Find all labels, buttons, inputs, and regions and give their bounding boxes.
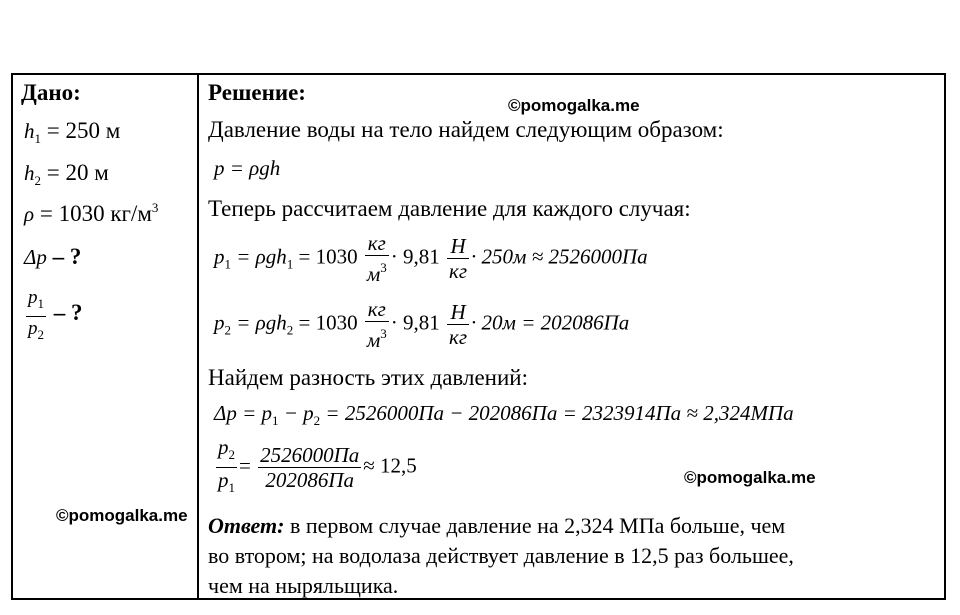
formula-difference: $\Delta p = p_1 - p_2 = 2526000Па - 202086Па = 2323914Па \approx 2,324МПа$: [214, 401, 794, 428]
solution-line-3: Найдем разность этих давлений:: [208, 365, 528, 390]
watermark-left: ©pomogalka.me: [56, 506, 188, 525]
pressure-formula: p = ρgh: [214, 156, 281, 180]
solution-line-1: Давление воды на тело найдем следующим образом:: [208, 117, 724, 142]
answer-line-1: Ответ: в первом случае давление на 2,324 МПа больше, чем: [208, 513, 786, 538]
column-divider: [197, 73, 199, 600]
answer-line-2: во втором; на водолаза действует давление в 12,5 раз большее,: [208, 543, 794, 568]
watermark-top: ©pomogalka.me: [508, 96, 640, 115]
given-rho: ρ = 1030 $кг/м^3$: [24, 200, 159, 226]
answer-line-3: чем на ныряльщика.: [208, 573, 399, 598]
answer-label: Ответ:: [208, 513, 285, 538]
watermark-right: ©pomogalka.me: [684, 468, 816, 487]
given-h2: $h_2 = 20$ м: [24, 160, 109, 188]
solution-line-2: Теперь рассчитаем давление для каждого случая:: [208, 196, 691, 221]
given-title: Дано:: [21, 80, 81, 105]
formula-ratio: $\frac{p_2}{p_1}$ = $\frac{2526000Па}{202086Па}$ ≈ 12,5: [218, 435, 417, 495]
formula-p2: $p_2 = \rho gh_2 = 1030$ $\frac{кг}{м^3}$ · 9,81 $\frac{Н}{кг}$ · 20м = 202086Па: [214, 297, 630, 352]
solution-title: Решение:: [208, 80, 306, 105]
given-delta-p: Δp – ?: [24, 244, 82, 269]
given-h1: $h_1 = 250$ м: [24, 118, 121, 146]
formula-p1: $p_1 = \rho gh_1 = 1030$ $\frac{кг}{м^3}$ · 9,81 $\frac{Н}{кг}$ · 250м ≈ 2526000Па: [214, 231, 648, 286]
given-ratio: $\frac{p_1}{p_2}$ – ?: [28, 287, 83, 342]
